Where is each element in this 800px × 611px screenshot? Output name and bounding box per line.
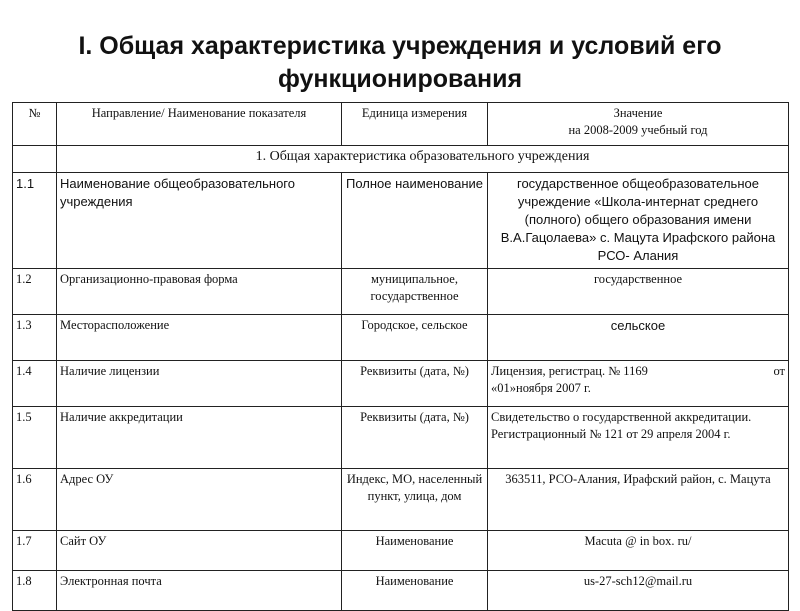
row-unit: Реквизиты (дата, №) [342,361,488,407]
characteristics-table [12,102,789,611]
row-unit: муниципальное, государственное [342,269,488,315]
title-line-1: I. Общая характеристика учреждения и условий его [78,32,722,60]
row-num: 1.3 [13,315,57,361]
row-num: 1.4 [13,361,57,407]
header-value-line2: на 2008-2009 учебный год [568,123,708,137]
row-value: государственное [488,269,789,315]
row-name: Сайт ОУ [57,531,342,571]
row-name: Месторасположение [57,315,342,361]
row-value: государственное общеобразовательное учреждение «Школа-интернат среднего (полного) общего образования имени В.А.Гацолаева» с. Мацута Ирафского района РСО- Алания [488,173,789,269]
row-value [488,361,789,407]
row-unit: Наименование [342,531,488,571]
table-row [13,469,789,531]
title-line-2: функционирования [277,65,523,93]
row-num: 1.2 [13,269,57,315]
row-name: Наличие аккредитации [57,407,342,469]
row-unit: Индекс, МО, населенный пункт, улица, дом [342,469,488,531]
row-value: Свидетельство о государственной аккредитации. Регистрационный № 121 от 29 апреля 2004 г. [488,407,789,469]
license-date: «01»ноября 2007 г. [491,381,591,395]
header-num: № [13,103,57,146]
row-unit: Полное наименование [342,173,488,269]
row-value: 363511, РСО-Алания, Ирафский район, с. Мацута [488,469,789,531]
table-header-row [13,103,789,146]
row-value: Macuta @ in box. ru/ [488,531,789,571]
page-title [0,30,800,96]
row-unit: Реквизиты (дата, №) [342,407,488,469]
header-value-line1: Значение [613,106,663,120]
table-row [13,531,789,571]
row-value: us-27-sch12@mail.ru [488,571,789,611]
row-num: 1.8 [13,571,57,611]
table-row [13,315,789,361]
license-from: от [773,364,785,378]
table-row [13,571,789,611]
row-num: 1.7 [13,531,57,571]
license-line [491,363,785,380]
header-unit: Единица измерения [342,103,488,146]
license-text: Лицензия, регистрац. № 1169 [491,364,648,378]
row-name: Организационно-правовая форма [57,269,342,315]
row-value: сельское [488,315,789,361]
row-name: Наименование общеобразовательного учреждения [57,173,342,269]
table-row [13,173,789,269]
table-row [13,407,789,469]
header-direction: Направление/ Наименование показателя [57,103,342,146]
section-row [13,146,789,173]
row-num: 1.6 [13,469,57,531]
row-name: Электронная почта [57,571,342,611]
row-name: Наличие лицензии [57,361,342,407]
row-num: 1.1 [13,173,57,269]
table-row [13,361,789,407]
row-num: 1.5 [13,407,57,469]
row-unit: Наименование [342,571,488,611]
section-title: 1. Общая характеристика образовательного учреждения [57,146,789,173]
row-name: Адрес ОУ [57,469,342,531]
header-value [488,103,789,146]
table-row [13,269,789,315]
row-unit: Городское, сельское [342,315,488,361]
